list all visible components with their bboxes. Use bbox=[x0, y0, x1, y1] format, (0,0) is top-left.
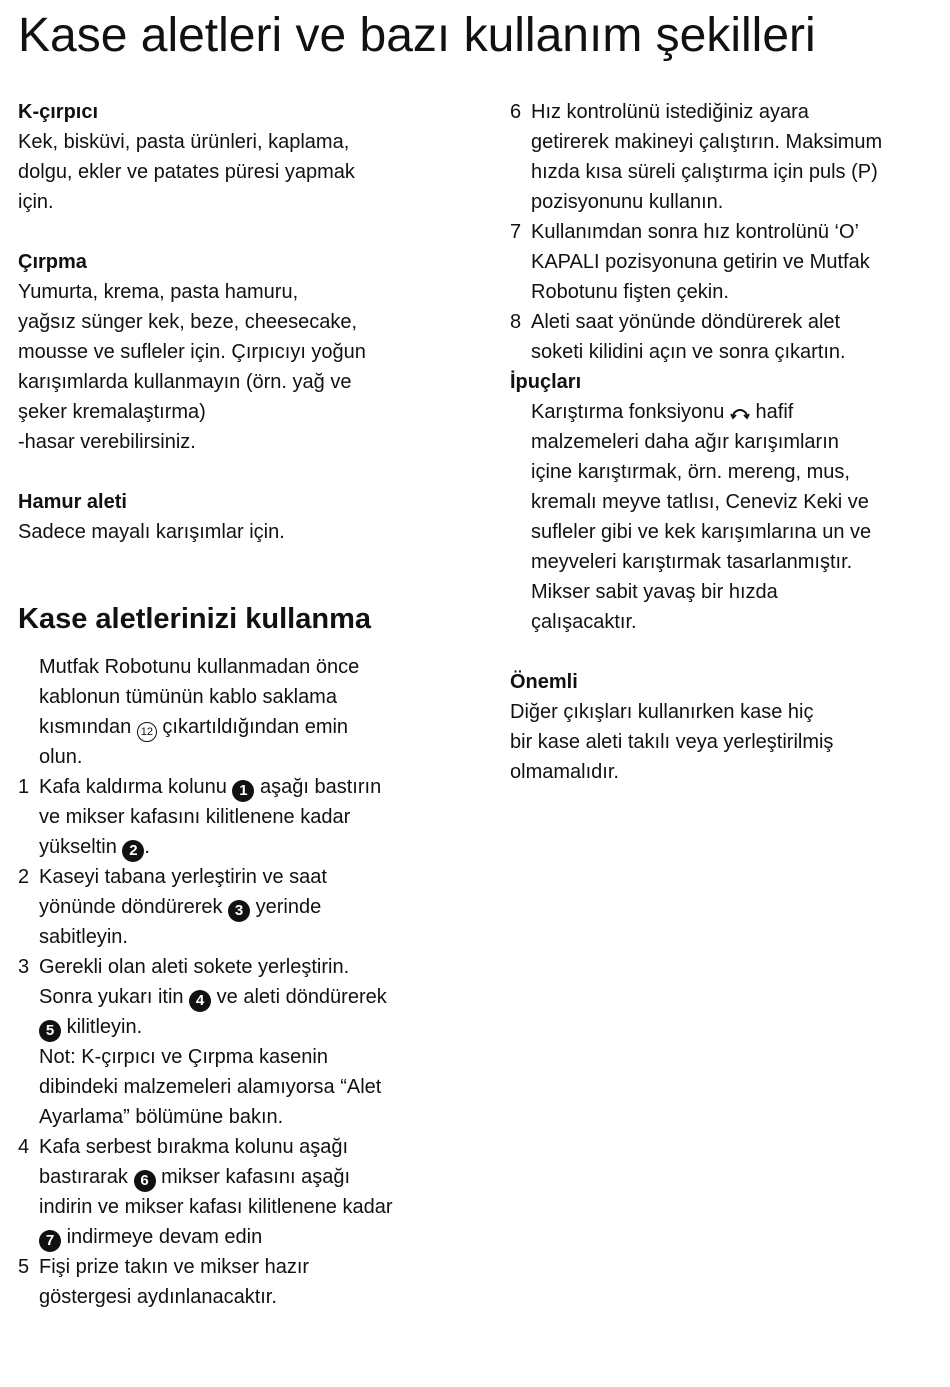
step-8 bbox=[510, 307, 940, 367]
step-text-line: olun. bbox=[39, 746, 83, 768]
tool-heading: Hamur aleti bbox=[18, 491, 127, 513]
usage-steps-continued bbox=[510, 97, 940, 367]
step-text-line: Robotunu fişten çekin. bbox=[531, 281, 729, 303]
step-number: 8 bbox=[510, 311, 522, 333]
tool-dough-hook bbox=[18, 487, 458, 547]
tips-text: hafif bbox=[755, 401, 794, 423]
step-text: ve aleti döndürerek bbox=[216, 986, 387, 1008]
tips-text-line: çalışacaktır. bbox=[531, 611, 637, 633]
tips-text-line: kremalı meyve tatlısı, Ceneviz Keki ve bbox=[531, 491, 869, 513]
tips-text-line bbox=[531, 397, 940, 427]
step-text-line: Aleti saat yönünde döndürerek alet bbox=[531, 311, 841, 333]
step-text-line: Gerekli olan aleti sokete yerleştirin. bbox=[39, 956, 350, 978]
important-section bbox=[510, 667, 940, 787]
step-text-line bbox=[39, 712, 458, 742]
step-7 bbox=[510, 217, 940, 307]
tips-text-line: malzemeleri daha ağır karışımların bbox=[531, 431, 839, 453]
step-number: 4 bbox=[18, 1136, 30, 1158]
step-number: 5 bbox=[18, 1256, 30, 1278]
tips-text: Karıştırma fonksiyonu bbox=[531, 401, 725, 423]
important-heading: Önemli bbox=[510, 671, 578, 693]
tool-text-line: mousse ve sufleler için. Çırpıcıyı yoğun bbox=[18, 341, 366, 363]
step-text: aşağı bastırın bbox=[260, 776, 382, 798]
step-text-line: KAPALI pozisyonuna getirin ve Mutfak bbox=[531, 251, 870, 273]
section-title: Kase aletlerinizi kullanma bbox=[18, 603, 371, 635]
step-text-line bbox=[39, 772, 458, 802]
step-number: 3 bbox=[18, 956, 30, 978]
tips-text-line: Mikser sabit yavaş bir hızda bbox=[531, 581, 778, 603]
step-text-line: pozisyonunu kullanın. bbox=[531, 191, 724, 213]
step-number: 6 bbox=[510, 101, 522, 123]
step-text: yükseltin bbox=[39, 836, 117, 858]
step-text-line: sabitleyin. bbox=[39, 926, 128, 948]
step-text-line: Fişi prize takın ve mikser hazır bbox=[39, 1256, 310, 1278]
step-text: Sonra yukarı itin bbox=[39, 986, 184, 1008]
step-text: mikser kafasını aşağı bbox=[161, 1166, 351, 1188]
step-text-line: Kaseyi tabana yerleştirin ve saat bbox=[39, 866, 327, 888]
tool-k-beater bbox=[18, 97, 458, 217]
tips-heading: İpuçları bbox=[510, 371, 582, 393]
step-text-line: Hız kontrolünü istediğiniz ayara bbox=[531, 101, 809, 123]
step-text-line bbox=[39, 1162, 458, 1192]
tool-text-line: karışımlarda kullanmayın (örn. yağ ve bbox=[18, 371, 352, 393]
step-5 bbox=[18, 1252, 458, 1312]
step-text-line: Kullanımdan sonra hız kontrolünü ‘O’ bbox=[531, 221, 859, 243]
tool-text-line: -hasar verebilirsiniz. bbox=[18, 431, 196, 453]
tips-text-line: sufleler gibi ve kek karışımlarına un ve bbox=[531, 521, 872, 543]
tool-text-line: Kek, bisküvi, pasta ürünleri, kaplama, bbox=[18, 131, 350, 153]
tool-text-line: Sadece mayalı karışımlar için. bbox=[18, 521, 285, 543]
tool-whisk bbox=[18, 247, 458, 457]
tips-body bbox=[510, 397, 940, 637]
tool-text-line: şeker kremalaştırma) bbox=[18, 401, 206, 423]
step-2 bbox=[18, 862, 458, 952]
tool-text-line: dolgu, ekler ve patates püresi yapmak bbox=[18, 161, 355, 183]
step-6 bbox=[510, 97, 940, 217]
callout-5-icon: 5 bbox=[39, 1020, 61, 1042]
step-text-line bbox=[39, 982, 458, 1012]
tool-heading: K-çırpıcı bbox=[18, 101, 99, 123]
step-text-line: indirin ve mikser kafası kilitlenene kadar bbox=[39, 1196, 393, 1218]
usage-steps bbox=[18, 652, 458, 1312]
step-text-line: dibindeki malzemeleri alamıyorsa “Alet bbox=[39, 1076, 382, 1098]
step-text: indirmeye devam edin bbox=[66, 1226, 263, 1248]
step-text-line bbox=[39, 1222, 458, 1252]
tips-text-line: meyveleri karıştırmak tasarlanmıştır. bbox=[531, 551, 853, 573]
callout-2-icon: 2 bbox=[122, 840, 144, 862]
right-column bbox=[510, 97, 940, 817]
tool-heading: Çırpma bbox=[18, 251, 87, 273]
step-text-line: soketi kilidini açın ve sonra çıkartın. bbox=[531, 341, 846, 363]
step-3 bbox=[18, 952, 458, 1132]
step-number: 7 bbox=[510, 221, 522, 243]
step-text: bastırarak bbox=[39, 1166, 128, 1188]
step-text-line bbox=[39, 892, 458, 922]
step-text: çıkartıldığından emin bbox=[162, 716, 349, 738]
step-number: 1 bbox=[18, 776, 30, 798]
tool-descriptions bbox=[18, 97, 458, 577]
step-text-line: hızda kısa süreli çalıştırma için puls (P) bbox=[531, 161, 878, 183]
step-text-line: getirerek makineyi çalıştırın. Maksimum bbox=[531, 131, 883, 153]
page-title: Kase aletleri ve bazı kullanım şekilleri bbox=[18, 9, 816, 62]
tool-text-line: Yumurta, krema, pasta hamuru, bbox=[18, 281, 299, 303]
step-text-line: Mutfak Robotunu kullanmadan önce bbox=[39, 656, 360, 678]
tips-text-line: içine karıştırmak, örn. mereng, mus, bbox=[531, 461, 850, 483]
step-1 bbox=[18, 772, 458, 862]
step-text-line bbox=[39, 832, 458, 862]
tips-section bbox=[510, 367, 940, 637]
step-text: kısmından bbox=[39, 716, 132, 738]
step-text: yönünde döndürerek bbox=[39, 896, 223, 918]
step-text-line: Not: K-çırpıcı ve Çırpma kasenin bbox=[39, 1046, 328, 1068]
step-text-line: Kafa serbest bırakma kolunu aşağı bbox=[39, 1136, 349, 1158]
step-text: kilitleyin. bbox=[66, 1016, 143, 1038]
callout-3-icon: 3 bbox=[228, 900, 250, 922]
callout-6-icon: 6 bbox=[134, 1170, 156, 1192]
step-text-line: Ayarlama” bölümüne bakın. bbox=[39, 1106, 284, 1128]
step-text-line: göstergesi aydınlanacaktır. bbox=[39, 1286, 277, 1308]
step-4 bbox=[18, 1132, 458, 1252]
important-text-line: Diğer çıkışları kullanırken kase hiç bbox=[510, 701, 814, 723]
step-text: . bbox=[144, 836, 150, 858]
step-number: 2 bbox=[18, 866, 30, 888]
callout-4-icon: 4 bbox=[189, 990, 211, 1012]
important-text-line: bir kase aleti takılı veya yerleştirilmiş bbox=[510, 731, 834, 753]
tool-text-line: için. bbox=[18, 191, 54, 213]
step-text: Kafa kaldırma kolunu bbox=[39, 776, 227, 798]
step-text-line bbox=[39, 1012, 458, 1042]
tool-text-line: yağsız sünger kek, beze, cheesecake, bbox=[18, 311, 358, 333]
step-text-line: kablonun tümünün kablo saklama bbox=[39, 686, 337, 708]
fold-mix-icon bbox=[730, 402, 750, 422]
intro-step bbox=[18, 652, 458, 772]
important-text-line: olmamalıdır. bbox=[510, 761, 619, 783]
callout-7-icon: 7 bbox=[39, 1230, 61, 1252]
callout-1-icon: 1 bbox=[232, 780, 254, 802]
step-text-line: ve mikser kafasını kilitlenene kadar bbox=[39, 806, 351, 828]
callout-12-icon: 12 bbox=[137, 722, 157, 742]
step-text: yerinde bbox=[255, 896, 322, 918]
